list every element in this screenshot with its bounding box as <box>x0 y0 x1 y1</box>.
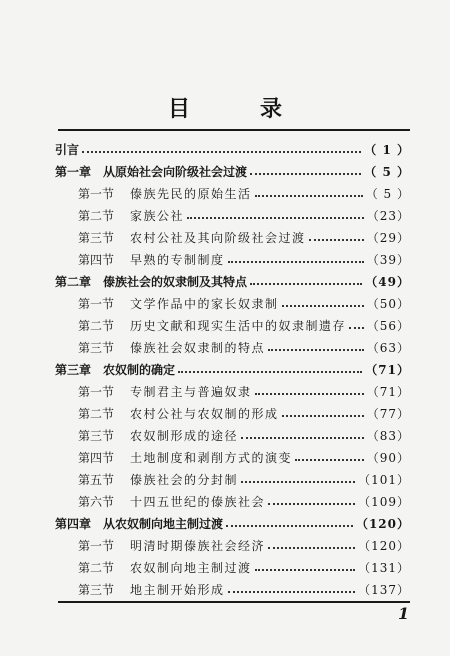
entry-number: 第三节 <box>78 341 115 355</box>
entry-page: （63） <box>366 341 410 355</box>
toc-entry-section[interactable] <box>78 225 410 245</box>
toc-entry-section[interactable] <box>78 313 410 333</box>
leader-dots <box>282 415 364 417</box>
leader-dots <box>226 525 353 527</box>
entry-page: （ 5 ） <box>364 165 410 179</box>
entry-page: （120） <box>355 517 410 531</box>
toc-entry-chapter-2[interactable] <box>55 269 410 289</box>
toc-entry-section[interactable] <box>78 489 410 509</box>
entry-page: （23） <box>366 209 410 223</box>
entry-number: 第二节 <box>78 407 115 421</box>
entry-title: 农奴制形成的途径 <box>130 429 239 443</box>
entry-page: （39） <box>366 253 410 267</box>
entry-title: 地主制开始形成 <box>130 583 225 597</box>
entry-number: 第四章 <box>55 517 92 531</box>
entry-number: 第二章 <box>55 275 92 289</box>
entry-title: 农村公社及其向阶级社会过渡 <box>130 231 306 245</box>
entry-title: 农村公社与农奴制的形成 <box>130 407 279 421</box>
toc-entry-section[interactable] <box>78 423 410 443</box>
entry-number: 第五节 <box>78 473 115 487</box>
page-title: 目 录 <box>167 96 306 122</box>
entry-title: 傣族社会的分封制 <box>130 473 239 487</box>
entry-title: 土地制度和剥削方式的演变 <box>130 451 293 465</box>
leader-dots <box>268 349 364 351</box>
entry-number: 第四节 <box>78 451 115 465</box>
entry-number: 第二节 <box>78 561 115 575</box>
toc-entry-section[interactable] <box>78 577 410 597</box>
leader-dots <box>250 283 362 285</box>
entry-number: 第二节 <box>78 209 115 223</box>
entry-page: （90） <box>366 451 410 465</box>
leader-dots <box>255 569 356 571</box>
entry-title: 傣族先民的原始生活 <box>130 187 252 201</box>
toc-entry-section[interactable] <box>78 203 410 223</box>
toc-entry-intro[interactable] <box>55 137 410 157</box>
toc-entry-section[interactable] <box>78 401 410 421</box>
toc-entry-section[interactable] <box>78 181 410 201</box>
entry-number: 第一节 <box>78 539 115 553</box>
entry-page: （49） <box>365 275 410 289</box>
leader-dots <box>228 261 364 263</box>
entry-page: （29） <box>366 231 410 245</box>
leader-dots <box>82 151 361 153</box>
leader-dots <box>250 173 361 175</box>
entry-page: （71） <box>365 363 410 377</box>
toc-entry-section[interactable] <box>78 467 410 487</box>
entry-page: （131） <box>358 561 410 575</box>
entry-number: 第六节 <box>78 495 115 509</box>
leader-dots <box>282 305 364 307</box>
entry-title: 傣族社会的奴隶制及其特点 <box>103 275 248 289</box>
entry-page: （137） <box>358 583 410 597</box>
toc-entry-section[interactable] <box>78 533 410 553</box>
entry-title: 明清时期傣族社会经济 <box>130 539 266 553</box>
toc-entry-section[interactable] <box>78 445 410 465</box>
entry-title: 从原始社会向阶级社会过渡 <box>103 165 248 179</box>
leader-dots <box>187 217 364 219</box>
leader-dots <box>178 371 362 373</box>
entry-title: 农奴制向地主制过渡 <box>130 561 252 575</box>
entry-page: （101） <box>358 473 410 487</box>
entry-number: 第一章 <box>55 165 92 179</box>
leader-dots <box>295 459 364 461</box>
toc-entry-chapter-4[interactable] <box>55 511 410 531</box>
leader-dots <box>255 195 363 197</box>
entry-title: 十四五世纪的傣族社会 <box>130 495 266 509</box>
page-number: 1 <box>398 604 410 623</box>
entry-page: （50） <box>366 297 410 311</box>
entry-page: （77） <box>366 407 410 421</box>
leader-dots <box>309 239 364 241</box>
toc-entry-chapter-3[interactable] <box>55 357 410 377</box>
entry-title: 专制君主与普遍奴隶 <box>130 385 252 399</box>
entry-number: 第三节 <box>78 583 115 597</box>
top-rule <box>58 129 410 131</box>
entry-page: （71） <box>366 385 410 399</box>
entry-title: 傣族社会奴隶制的特点 <box>130 341 266 355</box>
toc-entry-section[interactable] <box>78 379 410 399</box>
toc-entry-section[interactable] <box>78 555 410 575</box>
entry-number: 第四节 <box>78 253 115 267</box>
entry-title: 从农奴制向地主制过渡 <box>103 517 224 531</box>
toc-entry-section[interactable] <box>78 247 410 267</box>
entry-page: （83） <box>366 429 410 443</box>
entry-title: 早熟的专制制度 <box>130 253 225 267</box>
entry-title: 历史文献和现实生活中的奴隶制遗存 <box>130 319 347 333</box>
leader-dots <box>268 547 355 549</box>
entry-number: 第三章 <box>55 363 92 377</box>
toc-entry-chapter-1[interactable] <box>55 159 410 179</box>
entry-number: 第三节 <box>78 231 115 245</box>
leader-dots <box>349 327 364 329</box>
leader-dots <box>241 437 364 439</box>
entry-title: 农奴制的确定 <box>103 363 176 377</box>
entry-number: 第一节 <box>78 297 115 311</box>
toc-entry-section[interactable] <box>78 291 410 311</box>
entry-page: （56） <box>366 319 410 333</box>
leader-dots <box>268 503 355 505</box>
entry-number: 引言 <box>55 143 80 157</box>
entry-number: 第一节 <box>78 187 115 201</box>
toc-entry-section[interactable] <box>78 335 410 355</box>
entry-number: 第二节 <box>78 319 115 333</box>
entry-page: （ 1 ） <box>364 143 410 157</box>
entry-number: 第一节 <box>78 385 115 399</box>
entry-number: 第三节 <box>78 429 115 443</box>
entry-page: （120） <box>358 539 410 553</box>
leader-dots <box>241 481 355 483</box>
entry-page: （109） <box>358 495 410 509</box>
entry-page: （ 5 ） <box>365 187 410 201</box>
leader-dots <box>255 393 364 395</box>
entry-title: 文学作品中的家长奴隶制 <box>130 297 279 311</box>
entry-title: 家族公社 <box>130 209 185 223</box>
bottom-rule <box>58 601 410 603</box>
leader-dots <box>228 591 356 593</box>
